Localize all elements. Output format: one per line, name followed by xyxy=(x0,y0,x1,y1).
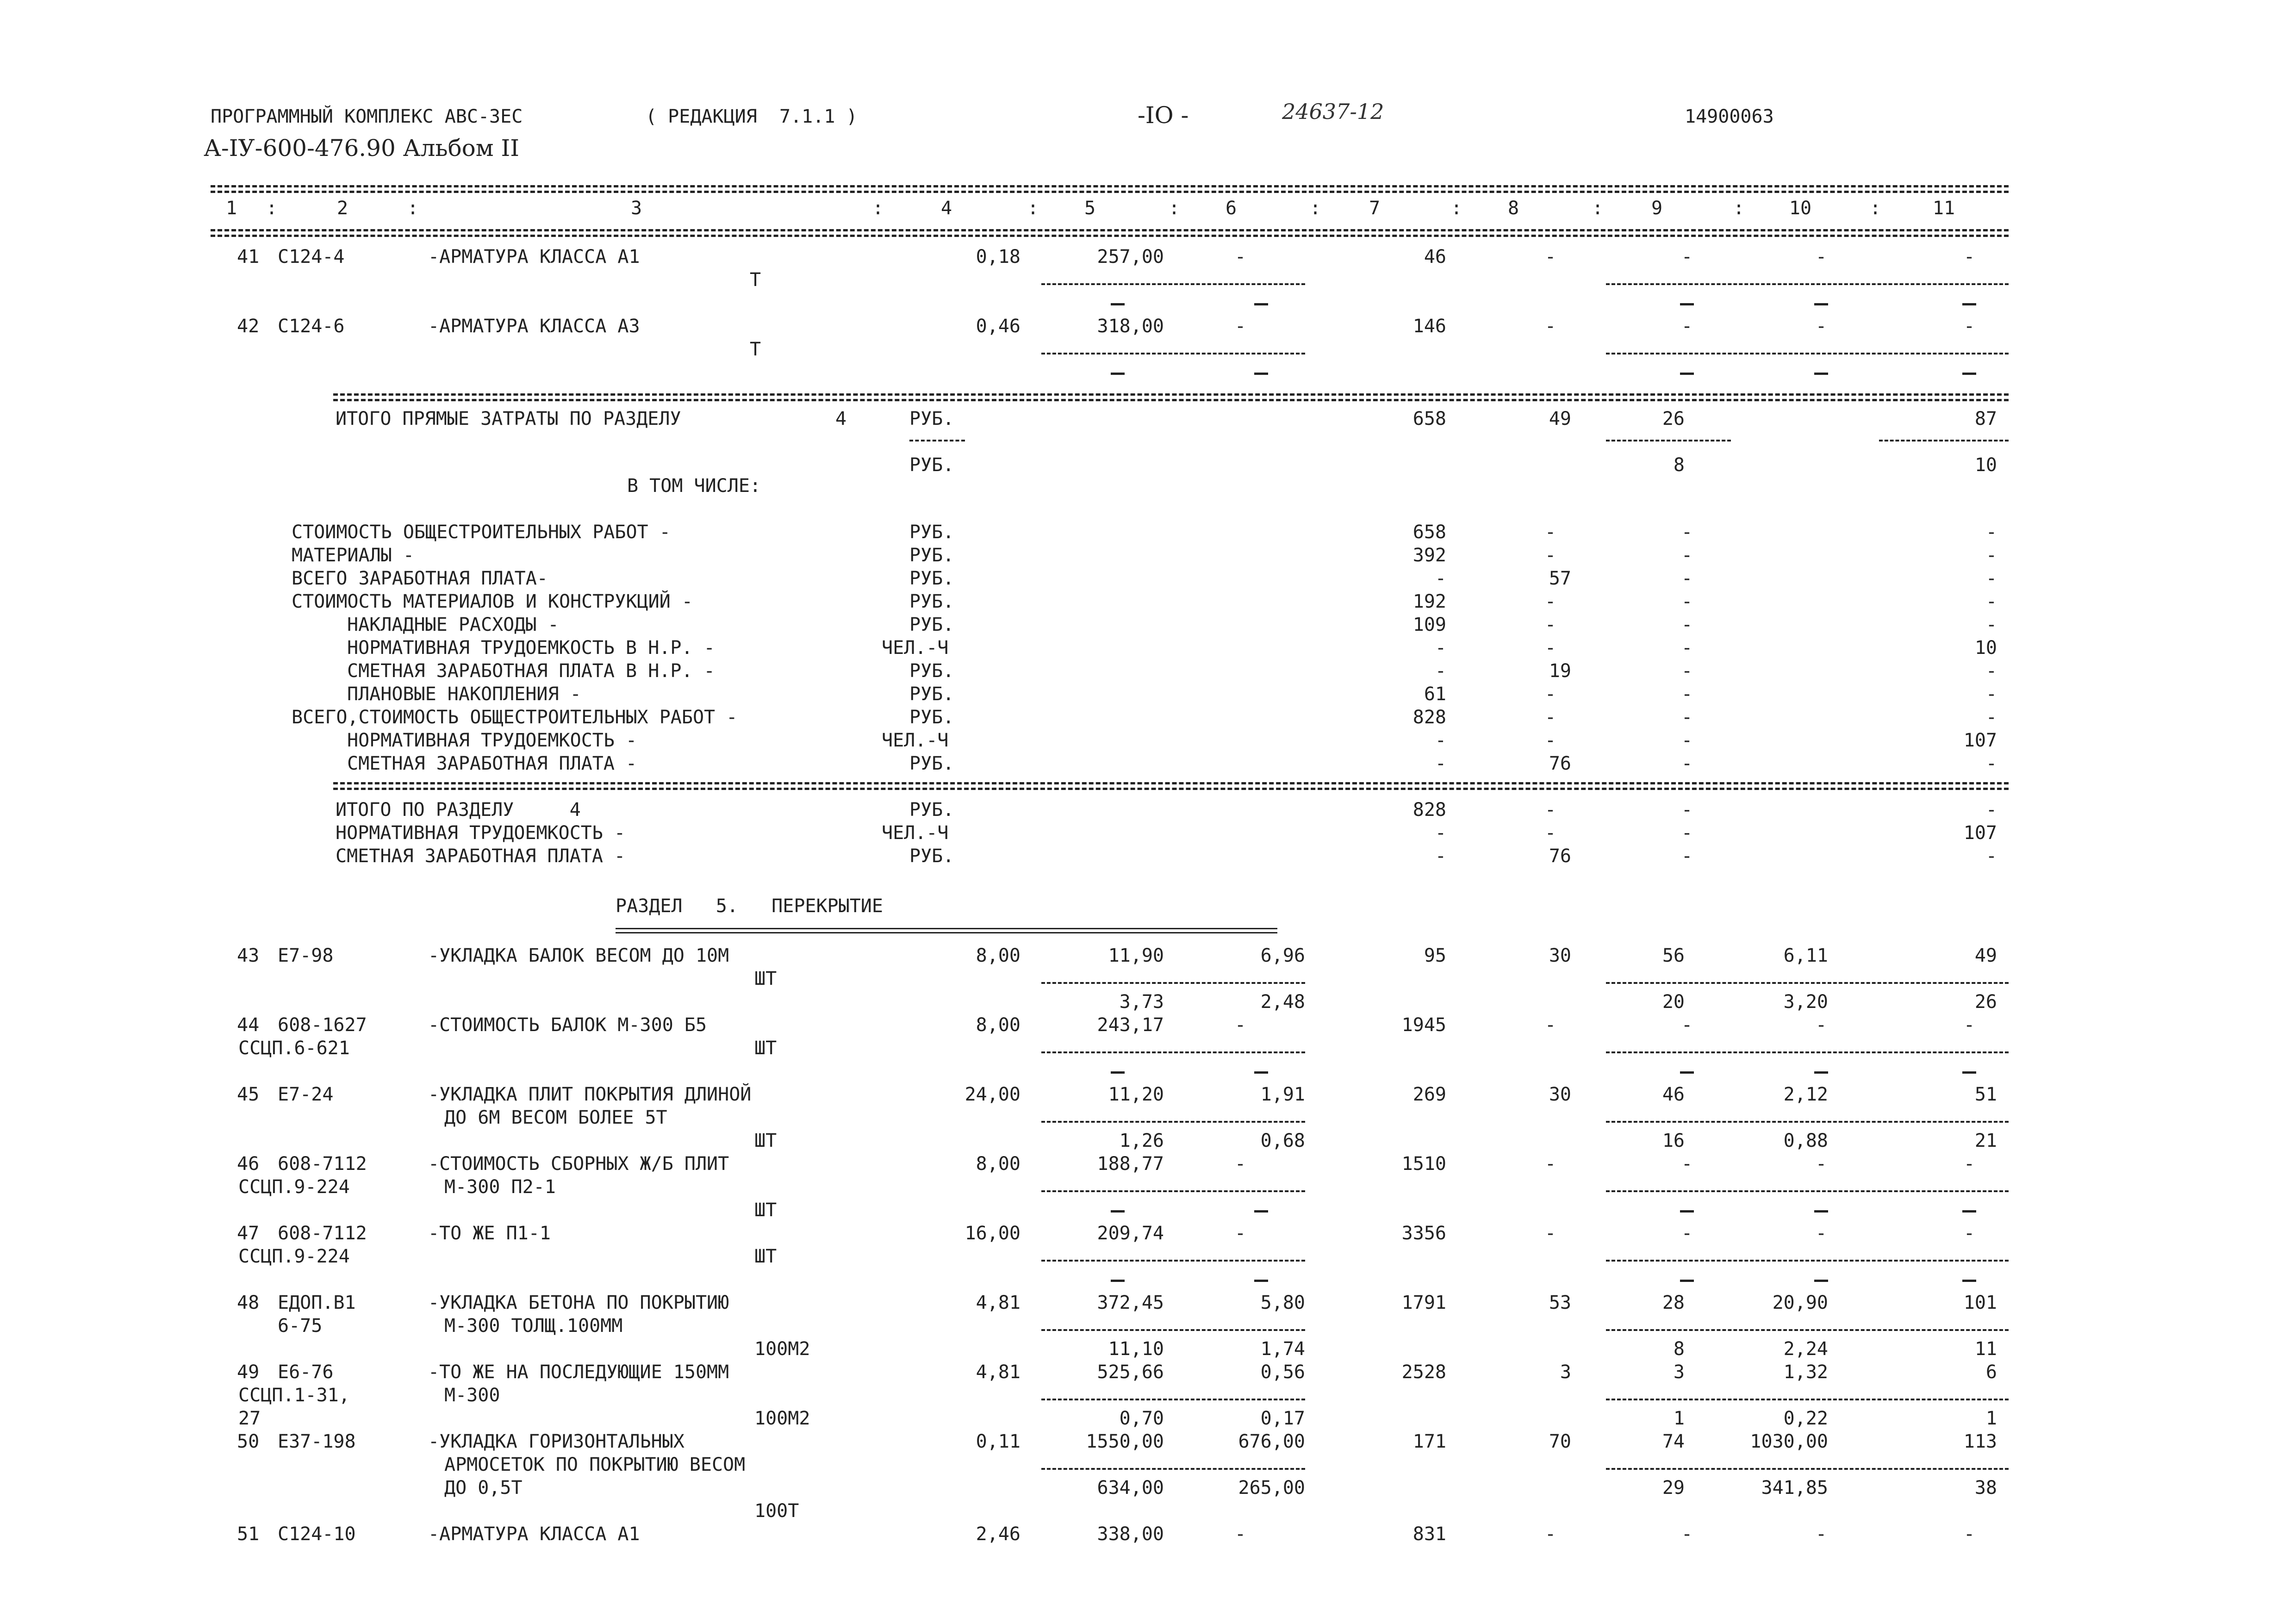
col-header: 3 xyxy=(630,198,642,219)
album-title: А-IУ-600-476.90 Альбом II xyxy=(204,135,520,162)
including-label: В ТОМ ЧИСЛЕ: xyxy=(627,475,761,497)
section-title: РАЗДЕЛ 5. ПЕРЕКРЫТИЕ xyxy=(616,895,883,917)
col-header: 11 xyxy=(1932,198,1955,219)
page-number: -IO - xyxy=(1138,102,1189,129)
document-page: ПРОГРАММНЫЙ КОМПЛЕКС АВС-ЗЕС ( РЕДАКЦИЯ 7.1.1 ) -IO - 24637-12 14900063 А-IУ-600-476.90 Альбом II 1 : 2 : 3 : 4 : 5 : 6 : 7 : 8 : 9 : 10 : 11 41 С124-4 -АРМАТУРА КЛАССА А1 Т 0,18 257,00 - 46 - - - - 42 С124-6 -АРМАТУРА КЛАССА А3 Т 0,46 318,00 - 146 - - - - ИТОГО ПРЯМЫЕ ЗАТРАТЫ ПО РАЗДЕЛУ 4 РУБ. 658 49 26 87 РУБ. 8 10 В ТОМ ЧИСЛЕ: СТОИМОСТЬ ОБЩЕСТРОИТЕЛЬНЫХ РАБОТ - РУБ. 658 - - - МАТЕРИАЛЫ - РУБ. 392 - - - ВСЕГО ЗАРАБОТНАЯ ПЛАТА- РУБ. - 57 - - СТОИМОСТЬ МАТЕРИАЛОВ И КОНСТРУКЦИЙ - РУБ. 192 - - - НАКЛАДНЫЕ РАСХОДЫ - РУБ. 109 - - - НОРМАТИВНАЯ ТРУДОЕМКОСТЬ В Н.Р. - ЧЕЛ.-Ч - - - 10 СМЕТНАЯ ЗАРАБОТНАЯ ПЛАТА В Н.Р. - РУБ. - 19 - - ПЛАНОВЫЕ НАКОПЛЕНИЯ - РУБ. 61 - - - ВСЕГО,СТОИМОСТЬ ОБЩЕСТРОИТЕЛЬНЫХ РАБОТ - РУБ. 828 - - - НОРМАТИВНАЯ ТРУДОЕМКОСТЬ - ЧЕЛ.-Ч - - - 107 СМЕТНАЯ ЗАРАБОТНАЯ ПЛАТА - РУБ. - 76 - - ИТОГО ПО РАЗДЕЛУ 4 РУБ. 828 - - - НОРМАТИВНАЯ ТРУДОЕМКОСТЬ - ЧЕЛ.-Ч - - - 107 СМЕТНАЯ ЗАРАБОТНАЯ ПЛАТА - РУБ. - 76 - - РАЗДЕЛ 5. ПЕРЕКРЫТИЕ 43 Е7-98 -УКЛАДКА БАЛОК ВЕСОМ ДО 10М ШТ 8,00 11,90 6,96 95 30 56 6,11 49 3,73 2,48 20 3,20 26 44 608-1627 ССЦП.6-621 -СТОИМОСТЬ БАЛОК М-300 Б5 ШТ 8,00 243,17 - 1945 - - - - 45 Е7-24 -УКЛАДКА ПЛИТ ПОКРЫТИЯ ДЛИНОЙ ДО 6М ВЕСОМ БОЛЕЕ 5Т ШТ 24,00 11,20 1,91 269 30 46 2,12 51 1,26 0,68 16 0,88 21 46 608-7112 ССЦП.9-224 -СТОИМОСТЬ СБОРНЫХ Ж/Б ПЛИТ М-300 П2-1 ШТ 8,00 188,77 - 1510 - - - - 47 608-7112 ССЦП.9-224 -ТО ЖЕ П1-1 ШТ 16,00 209,74 - 3356 - - - - 48 ЕДОП.В1 6-75 -УКЛАДКА БЕТОНА ПО ПОКРЫТИЮ М-300 ТОЛЩ.100ММ 100М2 4,81 372,45 5,80 1791 53 28 20,90 101 11,10 1,74 8 2,24 11 49 Е6-76 ССЦП.1-31, 27 -ТО ЖЕ НА ПОСЛЕДУЮЩИЕ 150ММ М-300 100М2 4,81 525,66 0,56 2528 3 3 1,32 6 0,70 0,17 1 0,22 1 50 Е37-198 -УКЛАДКА ГОРИЗОНТАЛЬНЫХ АРМОСЕТОК ПО ПОКРЫТИЮ ВЕСОМ ДО 0,5Т 100Т 0,11 1550,00 676,00 171 70 74 1030,00 113 634,00 265,00 29 341,85 38 51 С124-10 -АРМАТУРА КЛАССА А1 2,46 338,00 - 831 - - - - xyxy=(0,0,2296,1623)
col-header: 9 xyxy=(1651,198,1663,219)
document-code: 14900063 xyxy=(1685,106,1774,127)
col-header: 6 xyxy=(1225,198,1237,219)
rule xyxy=(211,185,2009,187)
col-header: 5 xyxy=(1084,198,1096,219)
col-header: 2 xyxy=(336,198,348,219)
section-total-label: ИТОГО ПРЯМЫЕ ЗАТРАТЫ ПО РАЗДЕЛУ xyxy=(336,408,681,429)
col-header: 10 xyxy=(1789,198,1812,219)
rule xyxy=(211,235,2009,237)
col-header: 4 xyxy=(940,198,952,219)
rule xyxy=(211,191,2009,193)
col-header: 1 xyxy=(225,198,237,219)
rule xyxy=(211,229,2009,231)
program-name: ПРОГРАММНЫЙ КОМПЛЕКС АВС-ЗЕС xyxy=(211,106,523,127)
col-header: 7 xyxy=(1369,198,1381,219)
edition: ( РЕДАКЦИЯ 7.1.1 ) xyxy=(646,106,858,127)
handwritten-number: 24637-12 xyxy=(1282,99,1384,124)
col-header: 8 xyxy=(1507,198,1519,219)
